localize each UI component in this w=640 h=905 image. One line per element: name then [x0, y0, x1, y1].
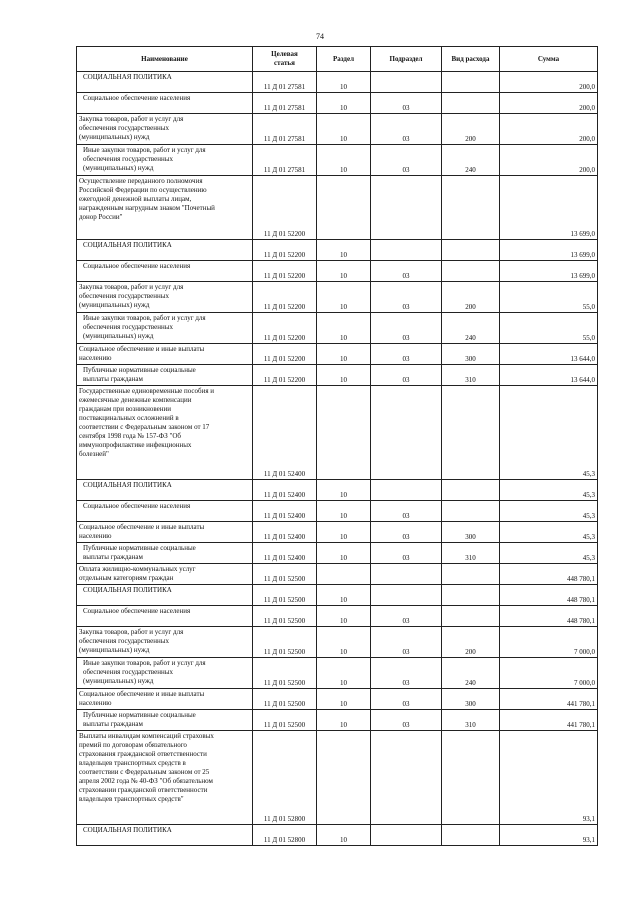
cell-expense-type: 200 — [442, 627, 500, 658]
cell-expense-type: 200 — [442, 114, 500, 145]
cell-section: 10 — [317, 240, 371, 261]
cell-section: 10 — [317, 689, 371, 710]
table-row — [77, 480, 598, 501]
cell-sum: 93,1 — [500, 825, 598, 846]
cell-subsection — [371, 825, 442, 846]
cell-section: 10 — [317, 72, 371, 93]
table-row — [77, 658, 598, 689]
header-section: Раздел — [317, 47, 371, 72]
cell-expense-type: 300 — [442, 344, 500, 365]
cell-target-article: 11 Д 01 52500 — [253, 689, 317, 710]
cell-name: Оплата жилищно-коммунальных услуг отдельным категориям граждан — [77, 564, 253, 585]
cell-expense-type: 240 — [442, 145, 500, 176]
cell-section: 10 — [317, 114, 371, 145]
cell-expense-type — [442, 386, 500, 480]
cell-subsection — [371, 240, 442, 261]
cell-expense-type — [442, 261, 500, 282]
cell-section: 10 — [317, 543, 371, 564]
cell-section: 10 — [317, 606, 371, 627]
cell-name: Публичные нормативные социальные выплаты гражданам — [77, 365, 253, 386]
cell-subsection: 03 — [371, 93, 442, 114]
cell-section — [317, 176, 371, 240]
cell-target-article: 11 Д 01 52500 — [253, 658, 317, 689]
cell-section: 10 — [317, 710, 371, 731]
cell-name: СОЦИАЛЬНАЯ ПОЛИТИКА — [77, 72, 253, 93]
cell-target-article: 11 Д 01 27581 — [253, 114, 317, 145]
cell-section: 10 — [317, 344, 371, 365]
cell-subsection — [371, 386, 442, 480]
cell-expense-type: 200 — [442, 282, 500, 313]
cell-target-article: 11 Д 01 52200 — [253, 313, 317, 344]
table-row — [77, 627, 598, 658]
cell-expense-type: 240 — [442, 313, 500, 344]
cell-name: Иные закупки товаров, работ и услуг для обеспечения государственных (муниципальных) нужд — [77, 658, 253, 689]
cell-sum: 7 000,0 — [500, 627, 598, 658]
cell-section: 10 — [317, 93, 371, 114]
cell-expense-type: 240 — [442, 658, 500, 689]
cell-subsection — [371, 72, 442, 93]
cell-name: Закупка товаров, работ и услуг для обеспечения государственных (муниципальных) нужд — [77, 627, 253, 658]
cell-target-article: 11 Д 01 52200 — [253, 282, 317, 313]
cell-section: 10 — [317, 261, 371, 282]
cell-name: СОЦИАЛЬНАЯ ПОЛИТИКА — [77, 585, 253, 606]
cell-sum: 45,3 — [500, 501, 598, 522]
table-row — [77, 522, 598, 543]
cell-expense-type — [442, 825, 500, 846]
table-header-row — [77, 47, 598, 72]
budget-table — [76, 46, 598, 846]
cell-sum: 13 699,0 — [500, 261, 598, 282]
cell-subsection: 03 — [371, 501, 442, 522]
cell-target-article: 11 Д 01 27581 — [253, 72, 317, 93]
table-row — [77, 93, 598, 114]
table-row — [77, 585, 598, 606]
cell-section: 10 — [317, 627, 371, 658]
cell-sum: 200,0 — [500, 93, 598, 114]
table-row — [77, 313, 598, 344]
cell-expense-type — [442, 93, 500, 114]
cell-subsection: 03 — [371, 344, 442, 365]
cell-target-article: 11 Д 01 52500 — [253, 627, 317, 658]
cell-name: Социальное обеспечение и иные выплаты населению — [77, 344, 253, 365]
cell-sum: 7 000,0 — [500, 658, 598, 689]
cell-name: Социальное обеспечение населения — [77, 261, 253, 282]
cell-section: 10 — [317, 522, 371, 543]
cell-name: Государственные единовременные пособия и ежемесячные денежные компенсации гражданам при возникновении поствакцинальных осложнений в соответствии с Федеральным законом от 17 сентября 1998 года № 157-ФЗ "Об иммунопрофилактике инфекционных болезней" — [77, 386, 253, 480]
cell-target-article: 11 Д 01 52500 — [253, 585, 317, 606]
cell-section — [317, 731, 371, 825]
cell-name: Осуществление переданного полномочия Российской Федерации по осуществлению ежегодной денежной выплаты лицам, награжденным нагрудным знаком "Почетный донор России" — [77, 176, 253, 240]
table-row — [77, 176, 598, 240]
cell-name: Иные закупки товаров, работ и услуг для обеспечения государственных (муниципальных) нужд — [77, 313, 253, 344]
cell-section: 10 — [317, 282, 371, 313]
cell-subsection: 03 — [371, 543, 442, 564]
cell-target-article: 11 Д 01 52800 — [253, 731, 317, 825]
cell-section: 10 — [317, 480, 371, 501]
cell-subsection: 03 — [371, 627, 442, 658]
cell-sum: 13 644,0 — [500, 365, 598, 386]
cell-target-article: 11 Д 01 52200 — [253, 176, 317, 240]
cell-name: Социальное обеспечение и иные выплаты населению — [77, 522, 253, 543]
cell-sum: 13 699,0 — [500, 176, 598, 240]
cell-section: 10 — [317, 501, 371, 522]
cell-name: Закупка товаров, работ и услуг для обеспечения государственных (муниципальных) нужд — [77, 114, 253, 145]
cell-expense-type: 310 — [442, 543, 500, 564]
header-subsection: Подраздел — [371, 47, 442, 72]
cell-target-article: 11 Д 01 52200 — [253, 365, 317, 386]
cell-section: 10 — [317, 585, 371, 606]
cell-sum: 55,0 — [500, 282, 598, 313]
cell-subsection: 03 — [371, 365, 442, 386]
cell-target-article: 11 Д 01 52200 — [253, 240, 317, 261]
cell-expense-type — [442, 176, 500, 240]
cell-target-article: 11 Д 01 52200 — [253, 261, 317, 282]
cell-subsection: 03 — [371, 145, 442, 176]
cell-expense-type: 310 — [442, 710, 500, 731]
cell-subsection: 03 — [371, 689, 442, 710]
cell-section — [317, 564, 371, 585]
cell-expense-type — [442, 240, 500, 261]
table-body — [77, 72, 598, 846]
cell-expense-type: 300 — [442, 522, 500, 543]
cell-name: Социальное обеспечение населения — [77, 93, 253, 114]
table-row — [77, 261, 598, 282]
cell-sum: 448 780,1 — [500, 564, 598, 585]
cell-subsection — [371, 480, 442, 501]
cell-subsection: 03 — [371, 606, 442, 627]
cell-name: Социальное обеспечение и иные выплаты населению — [77, 689, 253, 710]
table-row — [77, 365, 598, 386]
cell-expense-type — [442, 72, 500, 93]
cell-target-article: 11 Д 01 52500 — [253, 710, 317, 731]
cell-subsection: 03 — [371, 261, 442, 282]
cell-name: Закупка товаров, работ и услуг для обеспечения государственных (муниципальных) нужд — [77, 282, 253, 313]
table-row — [77, 731, 598, 825]
cell-sum: 441 780,1 — [500, 710, 598, 731]
cell-sum: 55,0 — [500, 313, 598, 344]
cell-sum: 13 699,0 — [500, 240, 598, 261]
cell-subsection: 03 — [371, 313, 442, 344]
cell-name: СОЦИАЛЬНАЯ ПОЛИТИКА — [77, 480, 253, 501]
cell-expense-type — [442, 585, 500, 606]
header-name: Наименование — [77, 47, 253, 72]
cell-subsection — [371, 564, 442, 585]
cell-target-article: 11 Д 01 52400 — [253, 386, 317, 480]
table-row — [77, 606, 598, 627]
cell-sum: 45,3 — [500, 480, 598, 501]
cell-section — [317, 386, 371, 480]
table-row — [77, 825, 598, 846]
table-row — [77, 240, 598, 261]
cell-subsection: 03 — [371, 522, 442, 543]
cell-name: Публичные нормативные социальные выплаты гражданам — [77, 710, 253, 731]
cell-sum: 448 780,1 — [500, 585, 598, 606]
table-row — [77, 386, 598, 480]
cell-sum: 441 780,1 — [500, 689, 598, 710]
cell-subsection — [371, 176, 442, 240]
cell-section: 10 — [317, 313, 371, 344]
cell-subsection: 03 — [371, 710, 442, 731]
cell-section: 10 — [317, 658, 371, 689]
cell-sum: 200,0 — [500, 72, 598, 93]
page-number: 74 — [316, 32, 324, 41]
cell-subsection — [371, 731, 442, 825]
cell-sum: 45,3 — [500, 543, 598, 564]
cell-section: 10 — [317, 825, 371, 846]
cell-sum: 93,1 — [500, 731, 598, 825]
cell-sum: 45,3 — [500, 522, 598, 543]
cell-target-article: 11 Д 01 52500 — [253, 564, 317, 585]
cell-expense-type — [442, 606, 500, 627]
cell-section: 10 — [317, 145, 371, 176]
cell-name: Иные закупки товаров, работ и услуг для обеспечения государственных (муниципальных) нужд — [77, 145, 253, 176]
table-row — [77, 72, 598, 93]
cell-expense-type: 310 — [442, 365, 500, 386]
header-target-article: Целевая статья — [253, 47, 317, 72]
cell-target-article: 11 Д 01 52400 — [253, 501, 317, 522]
cell-name: Выплаты инвалидам компенсаций страховых премий по договорам обязательного страхования гражданской ответственности владельцев транспортных средств в соответствии с Федеральным законом от 25 апреля 2002 года № 40-ФЗ "Об обязательном страховании гражданской ответственности владельцев транспортных средств" — [77, 731, 253, 825]
cell-target-article: 11 Д 01 52500 — [253, 606, 317, 627]
cell-expense-type — [442, 564, 500, 585]
cell-target-article: 11 Д 01 52400 — [253, 543, 317, 564]
cell-section: 10 — [317, 365, 371, 386]
header-sum: Сумма — [500, 47, 598, 72]
cell-target-article: 11 Д 01 52400 — [253, 480, 317, 501]
table-row — [77, 145, 598, 176]
cell-name: Социальное обеспечение населения — [77, 501, 253, 522]
table-row — [77, 543, 598, 564]
table-row — [77, 564, 598, 585]
cell-subsection — [371, 585, 442, 606]
cell-name: СОЦИАЛЬНАЯ ПОЛИТИКА — [77, 825, 253, 846]
cell-subsection: 03 — [371, 658, 442, 689]
cell-sum: 45,3 — [500, 386, 598, 480]
cell-name: Социальное обеспечение населения — [77, 606, 253, 627]
cell-target-article: 11 Д 01 52800 — [253, 825, 317, 846]
cell-target-article: 11 Д 01 52200 — [253, 344, 317, 365]
cell-target-article: 11 Д 01 27581 — [253, 145, 317, 176]
cell-subsection: 03 — [371, 114, 442, 145]
table-row — [77, 710, 598, 731]
table-row — [77, 344, 598, 365]
cell-sum: 200,0 — [500, 145, 598, 176]
cell-expense-type: 300 — [442, 689, 500, 710]
table-row — [77, 114, 598, 145]
cell-target-article: 11 Д 01 27581 — [253, 93, 317, 114]
cell-target-article: 11 Д 01 52400 — [253, 522, 317, 543]
cell-expense-type — [442, 501, 500, 522]
header-expense-type: Вид расхода — [442, 47, 500, 72]
cell-expense-type — [442, 731, 500, 825]
cell-name: Публичные нормативные социальные выплаты гражданам — [77, 543, 253, 564]
cell-expense-type — [442, 480, 500, 501]
cell-sum: 448 780,1 — [500, 606, 598, 627]
cell-subsection: 03 — [371, 282, 442, 313]
cell-name: СОЦИАЛЬНАЯ ПОЛИТИКА — [77, 240, 253, 261]
table-row — [77, 501, 598, 522]
table-row — [77, 282, 598, 313]
cell-sum: 13 644,0 — [500, 344, 598, 365]
cell-sum: 200,0 — [500, 114, 598, 145]
table-row — [77, 689, 598, 710]
